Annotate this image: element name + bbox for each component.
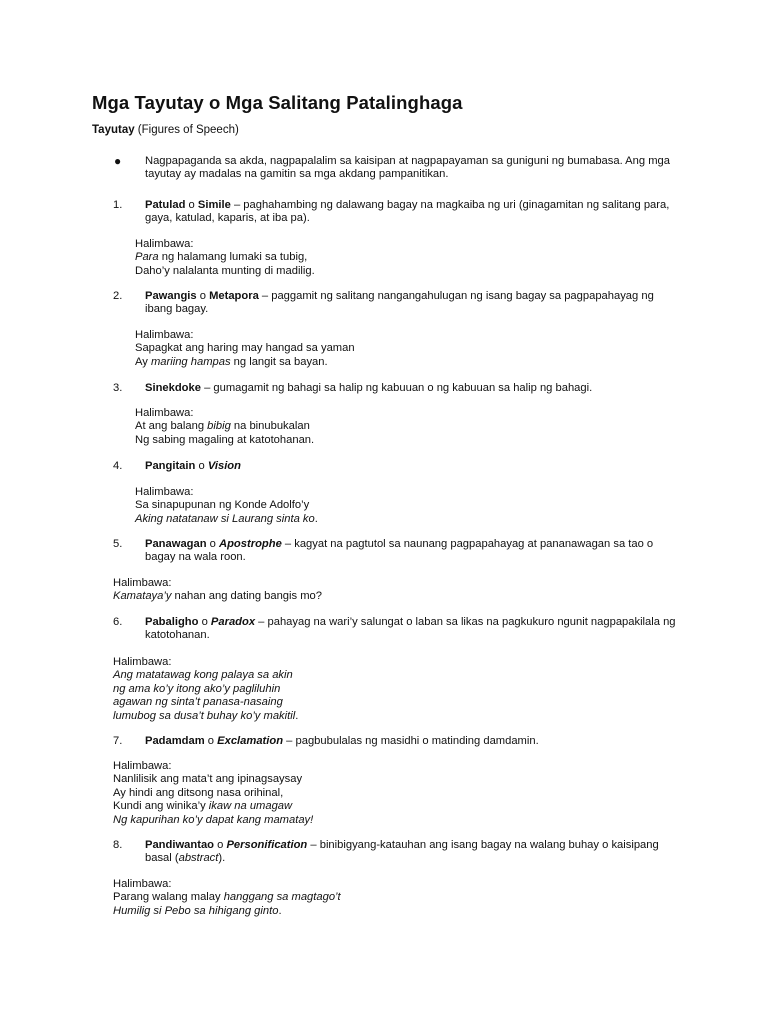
example-text: nahan ang dating bangis mo? — [171, 590, 322, 603]
item-definition — [145, 735, 677, 748]
def-text: – paghahambing ng dalawang bagay na magkaiba ng uri (ginagamitan ng salitang para, — [230, 199, 670, 211]
item-number: 1. — [113, 199, 123, 211]
item-definition — [145, 382, 677, 395]
example-block — [135, 329, 695, 369]
example-block — [135, 238, 695, 278]
example-label: Halimbawa: — [135, 329, 194, 341]
term2: Paradox — [210, 616, 256, 628]
example-label: Halimbawa: — [135, 407, 194, 419]
example-text: ng langit sa bayan. — [230, 355, 328, 368]
term: Pangitain — [145, 460, 196, 472]
term2: Metapora — [209, 290, 259, 302]
example-label: Halimbawa: — [113, 577, 172, 589]
item-definition — [145, 538, 677, 565]
example-text: Ng sabing magaling at katotohanan. — [135, 433, 315, 446]
term: Pandiwantao — [145, 839, 214, 851]
term: Patulad — [145, 199, 186, 211]
example-italic: hanggang sa magtago’t — [223, 891, 341, 904]
example-italic: agawan ng sinta’t panasa-nasaing — [113, 696, 283, 709]
connector: o — [195, 460, 208, 472]
example-label: Halimbawa: — [135, 486, 194, 498]
def-text: – paggamit ng salitang nangangahulugan ng isang bagay sa pagpapahayag ng — [258, 290, 654, 302]
example-text: Daho’y nalalanta munting di madilig. — [135, 264, 315, 277]
example-text: ng halamang lumaki sa tubig, — [158, 251, 308, 264]
subtitle-bold: Tayutay — [92, 124, 135, 136]
def-text: ibang bagay. — [145, 303, 209, 316]
def-text: – pahayag na wari’y salungat o laban sa likas na pagkukuro ngunit nagpapakilala ng — [255, 616, 676, 628]
intro-paragraph — [145, 155, 677, 182]
def-text: ). — [218, 852, 226, 865]
example-text: Ay hindi ang ditsong nasa orihinal, — [113, 786, 284, 799]
example-text: Sapagkat ang haring may hangad sa yaman — [135, 342, 355, 355]
example-italic: Para — [135, 251, 159, 264]
example-text: Parang walang malay — [113, 891, 224, 904]
example-text: . — [278, 904, 282, 917]
example-block — [113, 577, 693, 604]
example-label: Halimbawa: — [135, 238, 194, 250]
example-italic: ikaw na umagaw — [208, 800, 293, 813]
example-text: . — [295, 709, 299, 722]
item-definition — [145, 290, 677, 317]
page-title: Mga Tayutay o Mga Salitang Patalinghaga — [92, 92, 463, 113]
connector: o — [185, 199, 198, 211]
example-text: Sa sinapupunan ng Konde Adolfo’y — [135, 499, 310, 512]
example-italic: lumubog sa dusa’t buhay ko’y makitil — [113, 709, 296, 722]
item-definition — [145, 839, 677, 866]
term: Panawagan — [145, 538, 207, 550]
intro-line-1: Nagpapaganda sa akda, nagpapalalim sa kaisipan at nagpapayaman sa guniguni ng bumabasa. Ang mga — [145, 155, 670, 167]
subtitle-rest: (Figures of Speech) — [134, 124, 239, 136]
example-text: na binubukalan — [230, 420, 310, 433]
def-text: gaya, katulad, kaparis, at iba pa). — [145, 212, 310, 225]
def-text: – binibigyang-katauhan ang isang bagay na walang buhay o kaisipang — [307, 839, 659, 851]
term: Pabaligho — [145, 616, 199, 628]
term2: Vision — [207, 460, 241, 472]
subtitle — [92, 124, 239, 136]
item-definition — [145, 616, 677, 643]
example-block — [135, 407, 695, 447]
example-italic: bibig — [207, 420, 231, 433]
item-definition — [145, 460, 677, 473]
item-number: 8. — [113, 839, 123, 851]
item-definition — [145, 199, 677, 226]
def-text: – pagbubulalas ng masidhi o matinding damdamin. — [283, 735, 539, 747]
example-italic: mariing hampas — [150, 355, 231, 368]
term2: Apostrophe — [219, 538, 282, 550]
example-italic: Humilig si Pebo sa hihigang ginto — [113, 904, 279, 917]
term: Pawangis — [145, 290, 197, 302]
example-text: Nanlilisik ang mata’t ang ipinagsaysay — [113, 773, 303, 786]
example-block — [113, 656, 693, 723]
item-number: 2. — [113, 290, 123, 302]
def-text: bagay na wala roon. — [145, 551, 246, 564]
item-number: 6. — [113, 616, 123, 628]
example-italic: Aking natatanaw si Laurang sinta ko — [135, 512, 315, 525]
def-text: – gumagamit ng bahagi sa halip ng kabuuan o ng kabuuan sa halip ng bahagi. — [200, 382, 593, 394]
item-number: 3. — [113, 382, 123, 394]
term2: Simile — [197, 199, 231, 211]
example-italic: Ang matatawag kong palaya sa akin — [113, 669, 293, 682]
term2: Exclamation — [217, 735, 284, 747]
example-text: Ay — [135, 355, 151, 368]
example-text: . — [314, 512, 318, 525]
def-text: – kagyat na pagtutol sa naunang pagpapahayag at pananawagan sa tao o — [281, 538, 654, 550]
example-block — [135, 486, 695, 526]
example-block — [113, 760, 693, 827]
connector: o — [204, 735, 218, 747]
term2: Personification — [226, 839, 308, 851]
connector: o — [206, 538, 220, 550]
example-label: Halimbawa: — [113, 878, 172, 890]
def-text: basal ( — [145, 852, 179, 865]
term: Padamdam — [145, 735, 205, 747]
bullet-icon: ● — [114, 154, 122, 168]
def-italic: abstract — [178, 852, 219, 865]
item-number: 5. — [113, 538, 123, 550]
example-block — [113, 878, 693, 918]
example-italic: ng ama ko’y itong ako’y pagliluhin — [113, 682, 281, 695]
example-label: Halimbawa: — [113, 656, 172, 668]
def-text: katotohanan. — [145, 629, 210, 642]
example-text: Kundi ang winika’y — [113, 800, 209, 813]
example-text: At ang balang — [135, 420, 208, 433]
item-number: 4. — [113, 460, 123, 472]
item-number: 7. — [113, 735, 123, 747]
intro-line-2: tayutay ay madalas na gamitin sa mga akdang pampanitikan. — [145, 168, 449, 181]
connector: o — [198, 616, 211, 628]
connector: o — [196, 290, 210, 302]
example-italic: Kamataya’y — [113, 590, 172, 603]
connector: o — [214, 839, 227, 851]
term: Sinekdoke — [145, 382, 201, 394]
example-italic: Ng kapurihan ko’y dapat kang mamatay! — [113, 813, 314, 826]
example-label: Halimbawa: — [113, 760, 172, 772]
